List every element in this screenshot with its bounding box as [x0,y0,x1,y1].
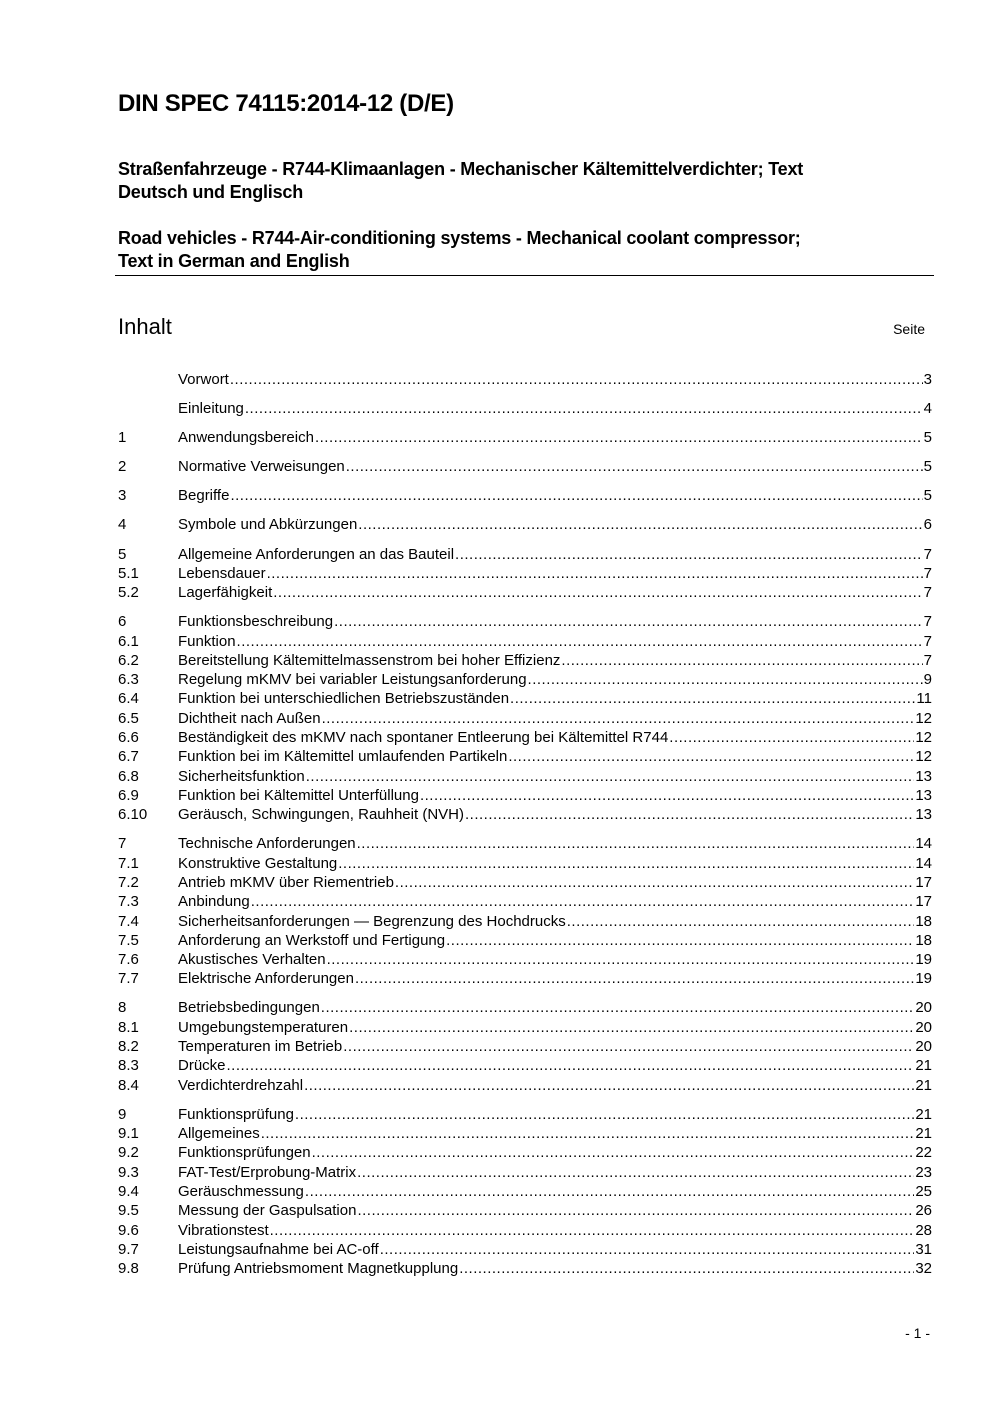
dot-leader [561,651,922,670]
dot-leader [395,873,914,892]
toc-entry-title: Vibrationstest [178,1221,269,1239]
toc-entry-title: Allgemeines [178,1125,260,1143]
toc-entry-title: Verdichterdrehzahl [178,1076,304,1094]
toc-entry-title: Elektrische Anforderungen [178,970,354,988]
toc-entry-number: 9.4 [118,1182,139,1200]
toc-entry-page: 7 [923,613,932,631]
dot-leader [380,1240,915,1259]
toc-entry-title: Einleitung [178,400,244,418]
toc-entry-number: 1 [118,429,127,447]
dot-leader [306,767,915,786]
toc-entry[interactable] [118,1163,932,1182]
toc-entry-page: 20 [915,1018,932,1036]
dot-leader [349,1018,914,1037]
toc-entry[interactable] [118,670,932,689]
dot-leader [327,950,915,969]
toc-entry-page: 7 [923,545,932,563]
toc-entry[interactable] [118,767,932,786]
toc-entry-page: 31 [915,1240,932,1258]
subtitle-german [118,158,803,204]
toc-entry-title: Sicherheitsfunktion [178,767,305,785]
toc-entry-title: Anbindung [178,893,250,911]
toc-entry-page: 21 [915,1057,932,1075]
toc-entry-page: 17 [915,873,932,891]
toc-entry-title: Dichtheit nach Außen [178,709,321,727]
toc-entry-number: 9.8 [118,1260,139,1278]
dot-leader [273,583,922,602]
toc-group [118,457,932,476]
toc-entry-title: Funktion bei Kältemittel Unterfüllung [178,786,419,804]
toc-group [118,370,932,389]
toc-entry-number: 8 [118,999,127,1017]
toc-entry-page: 19 [915,951,932,969]
toc-entry-number: 9.5 [118,1202,139,1220]
toc-entry[interactable] [118,632,932,651]
toc-entry-title: Anwendungsbereich [178,429,314,447]
toc-entry-number: 9.6 [118,1221,139,1239]
toc-entry-number: 8.4 [118,1076,139,1094]
toc-entry-title: Geräusch, Schwingungen, Rauhheit (NVH) [178,806,464,824]
toc-entry[interactable] [118,892,932,911]
toc-page-label: Seite [893,321,925,337]
toc-entry[interactable] [118,486,932,505]
toc-entry[interactable] [118,1201,932,1220]
toc-entry-title: Geräuschmessung [178,1182,304,1200]
dot-leader [455,545,923,564]
toc-entry-title: Messung der Gaspulsation [178,1202,357,1220]
toc-entry-page: 9 [923,671,932,689]
toc-entry-title: Leistungsaufnahme bei AC-off [178,1240,379,1258]
toc-group [118,515,932,534]
toc-entry-page: 14 [915,854,932,872]
toc-entry-number: 9 [118,1105,127,1123]
toc-group [118,399,932,418]
toc-entry[interactable] [118,1240,932,1259]
dot-leader [237,632,923,651]
toc-entry-title: Drücke [178,1057,226,1075]
dot-leader [230,486,922,505]
toc-entry[interactable] [118,728,932,747]
dot-leader [357,1163,914,1182]
toc-entry-title: Funktion bei unterschiedlichen Betriebszuständen [178,690,510,708]
toc-entry-title: Temperaturen im Betrieb [178,1038,343,1056]
toc-group [118,428,932,447]
subtitle-german-line-2: Deutsch und Englisch [118,182,304,202]
title-divider [115,275,934,276]
dot-leader [357,834,915,853]
page-number: - 1 - [905,1325,930,1341]
toc-entry-number: 9.7 [118,1240,139,1258]
toc-entry[interactable] [118,969,932,988]
toc-entry-title: Regelung mKMV bei variabler Leistungsanforderung [178,671,527,689]
toc-entry-title: Umgebungstemperaturen [178,1018,349,1036]
toc-entry-page: 14 [915,835,932,853]
toc-entry-page: 7 [923,632,932,650]
toc-entry[interactable] [118,428,932,447]
toc-entry-page: 21 [915,1125,932,1143]
toc-entry[interactable] [118,1076,932,1095]
toc-entry-title: Anforderung an Werkstoff und Fertigung [178,931,446,949]
toc-entry[interactable] [118,370,932,389]
toc-entry-title: Normative Verweisungen [178,458,345,476]
toc-entry-title: Technische Anforderungen [178,835,356,853]
toc-entry[interactable] [118,689,932,708]
toc-entry-number: 7 [118,835,127,853]
toc-entry-page: 12 [915,729,932,747]
toc-entry[interactable] [118,1124,932,1143]
toc-group [118,545,932,603]
dot-leader [334,612,923,631]
toc-entry-number: 6.4 [118,690,139,708]
toc-group [118,1105,932,1279]
toc-entry[interactable] [118,583,932,602]
dot-leader [305,1182,914,1201]
dot-leader [295,1105,914,1124]
toc-entry[interactable] [118,1105,932,1124]
dot-leader [357,1201,914,1220]
toc-entry-page: 23 [915,1163,932,1181]
toc-entry[interactable] [118,747,932,766]
toc-entry-number: 7.6 [118,951,139,969]
toc-entry[interactable] [118,1037,932,1056]
toc-entry-number: 8.2 [118,1038,139,1056]
toc-entry-title: Begriffe [178,487,230,505]
dot-leader [510,689,915,708]
toc-entry-number: 8.3 [118,1057,139,1075]
toc-entry-title: Betriebsbedingungen [178,999,320,1017]
toc-entry[interactable] [118,564,932,583]
toc-entry-page: 5 [923,429,932,447]
toc-entry-page: 17 [915,893,932,911]
toc-group [118,612,932,824]
dot-leader [315,428,923,447]
dot-leader [420,786,914,805]
toc-entry[interactable] [118,651,932,670]
toc-entry[interactable] [118,931,932,950]
dot-leader [227,1056,915,1075]
toc-entry-page: 7 [923,651,932,669]
toc-entry-number: 6.2 [118,651,139,669]
dot-leader [355,969,914,988]
toc-entry[interactable] [118,1143,932,1162]
toc-entry[interactable] [118,709,932,728]
toc-group [118,486,932,505]
dot-leader [669,728,914,747]
toc-entry-number: 7.7 [118,970,139,988]
toc-entry[interactable] [118,612,932,631]
toc-entry-number: 7.1 [118,854,139,872]
table-of-contents [118,370,932,1288]
toc-entry-title: Allgemeine Anforderungen an das Bauteil [178,545,455,563]
toc-entry[interactable] [118,998,932,1017]
toc-entry-page: 12 [915,748,932,766]
toc-entry[interactable] [118,1221,932,1240]
dot-leader [508,747,914,766]
toc-entry-number: 9.2 [118,1144,139,1162]
toc-entry-page: 6 [923,516,932,534]
toc-entry[interactable] [118,1056,932,1075]
toc-entry-title: Symbole und Abkürzungen [178,516,358,534]
toc-entry-number: 6 [118,613,127,631]
toc-entry-page: 5 [923,487,932,505]
subtitle-english-line-1: Road vehicles - R744-Air-conditioning systems - Mechanical coolant compressor; [118,228,801,248]
toc-entry-page: 5 [923,458,932,476]
toc-entry-number: 3 [118,487,127,505]
toc-entry-title: Bereitstellung Kältemittelmassenstrom bei hoher Effizienz [178,651,561,669]
toc-entry-page: 21 [915,1105,932,1123]
toc-entry[interactable] [118,515,932,534]
toc-entry-page: 4 [923,400,932,418]
dot-leader [459,1259,914,1278]
toc-entry-page: 19 [915,970,932,988]
toc-entry-number: 7.4 [118,912,139,930]
toc-entry-page: 25 [915,1182,932,1200]
toc-entry[interactable] [118,854,932,873]
toc-entry[interactable] [118,834,932,853]
toc-entry-number: 6.7 [118,748,139,766]
toc-entry-title: Sicherheitsanforderungen — Begrenzung des Hochdrucks [178,912,566,930]
toc-entry[interactable] [118,545,932,564]
toc-entry-title: Funktion [178,632,236,650]
dot-leader [567,912,915,931]
toc-entry-page: 13 [915,786,932,804]
toc-entry[interactable] [118,1182,932,1201]
toc-entry-number: 9.1 [118,1125,139,1143]
toc-entry-title: Funktionsprüfungen [178,1144,311,1162]
toc-entry-page: 21 [915,1076,932,1094]
toc-entry-page: 12 [915,709,932,727]
dot-leader [312,1143,915,1162]
toc-entry-title: Vorwort [178,371,229,388]
toc-entry-title: Funktionsbeschreibung [178,613,334,631]
toc-entry[interactable] [118,399,932,418]
toc-entry-page: 18 [915,931,932,949]
dot-leader [304,1076,914,1095]
toc-entry[interactable] [118,786,932,805]
toc-entry[interactable] [118,873,932,892]
toc-entry-title: Lebensdauer [178,564,266,582]
toc-entry-number: 7.2 [118,873,139,891]
toc-entry-page: 28 [915,1221,932,1239]
toc-entry[interactable] [118,1018,932,1037]
toc-entry-page: 22 [915,1144,932,1162]
dot-leader [528,670,923,689]
toc-entry-number: 4 [118,516,127,534]
toc-entry-number: 9.3 [118,1163,139,1181]
toc-entry-page: 13 [915,806,932,824]
toc-entry-title: Lagerfähigkeit [178,584,273,602]
toc-entry-title: Akustisches Verhalten [178,951,326,969]
toc-entry-number: 6.10 [118,806,148,824]
toc-entry-number: 6.6 [118,729,139,747]
dot-leader [245,399,923,418]
toc-entry-number: 7.3 [118,893,139,911]
toc-entry-number: 5 [118,545,127,563]
toc-entry-number: 7.5 [118,931,139,949]
dot-leader [358,515,922,534]
dot-leader [343,1037,914,1056]
toc-heading: Inhalt [118,314,172,339]
dot-leader [267,564,923,583]
toc-entry[interactable] [118,1259,932,1278]
toc-entry-title: Funktionsprüfung [178,1105,294,1123]
toc-entry-page: 7 [923,584,932,602]
subtitle-german-line-1: Straßenfahrzeuge - R744-Klimaanlagen - Mechanischer Kältemittelverdichter; Text [118,159,804,179]
toc-entry-number: 6.3 [118,671,139,689]
document-title: DIN SPEC 74115:2014-12 (D/E) [118,90,454,117]
dot-leader [270,1221,915,1240]
toc-entry-page: 32 [915,1260,932,1278]
toc-entry-number: 8.1 [118,1018,139,1036]
dot-leader [251,892,915,911]
dot-leader [465,805,914,824]
toc-entry-title: Konstruktive Gestaltung [178,854,338,872]
toc-entry-page: 26 [915,1202,932,1220]
toc-entry-page: 13 [915,767,932,785]
toc-entry-page: 3 [923,371,932,388]
toc-entry-page: 18 [915,912,932,930]
toc-entry-page: 7 [923,564,932,582]
toc-entry[interactable] [118,457,932,476]
toc-entry[interactable] [118,950,932,969]
toc-entry[interactable] [118,912,932,931]
toc-entry-page: 11 [916,690,932,708]
dot-leader [338,854,914,873]
toc-entry-title: Beständigkeit des mKMV nach spontaner Entleerung bei Kältemittel R744 [178,729,669,747]
toc-entry-title: Funktion bei im Kältemittel umlaufenden Partikeln [178,748,508,766]
dot-leader [261,1124,915,1143]
toc-entry-number: 6.9 [118,786,139,804]
dot-leader [321,998,915,1017]
dot-leader [446,931,914,950]
toc-entry-page: 20 [915,999,932,1017]
toc-group [118,834,932,988]
dot-leader [346,457,923,476]
subtitle-english-line-2: Text in German and English [118,251,350,271]
toc-entry-title: Prüfung Antriebsmoment Magnetkupplung [178,1260,459,1278]
toc-entry-number: 6.1 [118,632,139,650]
toc-entry-number: 2 [118,458,127,476]
toc-entry-number: 5.1 [118,564,139,582]
toc-entry-number: 6.8 [118,767,139,785]
toc-entry-title: Antrieb mKMV über Riementrieb [178,873,394,891]
toc-entry-number: 5.2 [118,584,139,602]
subtitle-english [118,227,801,273]
toc-entry-title: FAT-Test/Erprobung-Matrix [178,1163,357,1181]
dot-leader [230,370,923,389]
toc-group [118,998,932,1094]
toc-entry-page: 20 [915,1038,932,1056]
dot-leader [322,709,915,728]
toc-entry-number: 6.5 [118,709,139,727]
toc-entry[interactable] [118,805,932,824]
